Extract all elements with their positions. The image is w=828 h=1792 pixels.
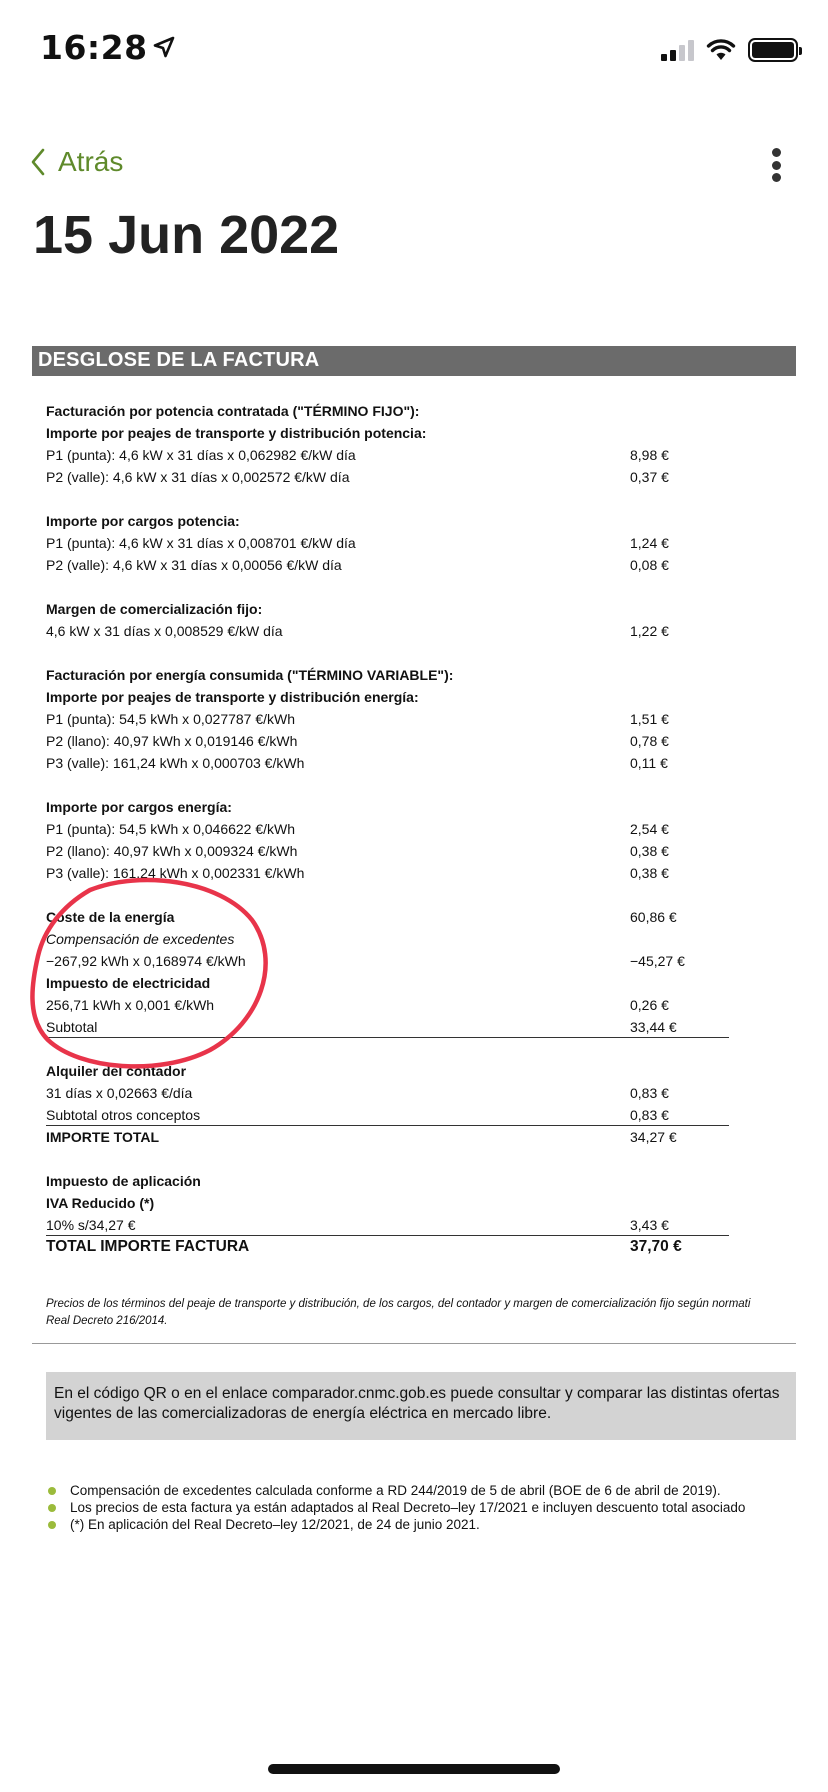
invoice-row: Facturación por energía consumida ("TÉRMINO VARIABLE"): (46, 667, 454, 683)
invoice-row: Importe por peajes de transporte y distribución energía: (46, 689, 419, 705)
cnmc-info-box: En el código QR o en el enlace comparador.cnmc.gob.es puede consultar y comparar las distintas ofertas vigentes de las comercializadoras de energía eléctrica en mercado libre. (46, 1372, 796, 1440)
invoice-row: Facturación por potencia contratada ("TÉRMINO FIJO"): (46, 403, 420, 419)
invoice-row: 31 días x 0,02663 €/día 0,83 € (46, 1085, 669, 1101)
invoice-row: P1 (punta): 4,6 kW x 31 días x 0,008701 €/kW día 1,24 € (46, 535, 669, 551)
invoice-row: P3 (valle): 161,24 kWh x 0,000703 €/kWh 0,11 € (46, 755, 668, 771)
invoice-breakdown-header: DESGLOSE DE LA FACTURA (32, 346, 796, 376)
invoice-row: 10% s/34,27 € 3,43 € (46, 1214, 786, 1236)
invoice-row: 256,71 kWh x 0,001 €/kWh 0,26 € (46, 997, 669, 1013)
note-item: Compensación de excedentes calculada conforme a RD 244/2019 de 5 de abril (BOE de 6 de abril de 2019). (46, 1482, 826, 1499)
invoice-row: Importe por cargos energía: (46, 799, 232, 815)
invoice-row: Impuesto de aplicación (46, 1173, 201, 1189)
invoice-subtotal-row: Subtotal 33,44 € (46, 1016, 786, 1038)
invoice-row: P2 (llano): 40,97 kWh x 0,009324 €/kWh 0,38 € (46, 843, 669, 859)
invoice-row: P2 (valle): 4,6 kW x 31 días x 0,002572 €/kW día 0,37 € (46, 469, 669, 485)
back-label: Atrás (58, 146, 124, 177)
invoice-breakdown (46, 400, 786, 1258)
page-title: 15 Jun 2022 (33, 205, 340, 265)
invoice-row: −267,92 kWh x 0,168974 €/kWh −45,27 € (46, 953, 685, 969)
note-item: Los precios de esta factura ya están adaptados al Real Decreto–ley 17/2021 e incluyen descuento total asociado (46, 1499, 826, 1516)
invoice-row: P2 (valle): 4,6 kW x 31 días x 0,00056 €/kW día 0,08 € (46, 557, 669, 573)
location-arrow-icon (152, 28, 176, 67)
back-button[interactable] (30, 146, 123, 178)
invoice-row: P1 (punta): 54,5 kWh x 0,046622 €/kWh 2,54 € (46, 821, 669, 837)
invoice-subtotal-row: Subtotal otros conceptos 0,83 € (46, 1104, 786, 1126)
footnote-line: Real Decreto 216/2014. (46, 1315, 168, 1327)
invoice-grand-total-row: TOTAL IMPORTE FACTURA 37,70 € (46, 1238, 682, 1255)
divider (32, 1343, 796, 1344)
invoice-row: P1 (punta): 4,6 kW x 31 días x 0,062982 €/kW día 8,98 € (46, 447, 669, 463)
wifi-icon (706, 38, 736, 62)
home-indicator[interactable] (268, 1764, 560, 1774)
note-item: (*) En aplicación del Real Decreto–ley 12/2021, de 24 de junio 2021. (46, 1516, 826, 1533)
chevron-left-icon (30, 148, 46, 176)
invoice-total-row: IMPORTE TOTAL 34,27 € (46, 1129, 677, 1145)
footnote-line: Precios de los términos del peaje de transporte y distribución, de los cargos, del contador y margen de comercialización fijo según normati (46, 1298, 751, 1310)
invoice-row: Importe por peajes de transporte y distribución potencia: (46, 425, 427, 441)
battery-icon (748, 38, 798, 62)
notes-list (46, 1482, 826, 1533)
more-options-button[interactable] (772, 148, 784, 182)
tariff-footnote (46, 1296, 806, 1330)
invoice-row: IVA Reducido (*) (46, 1195, 155, 1211)
invoice-row: Margen de comercialización fijo: (46, 601, 263, 617)
invoice-row: Importe por cargos potencia: (46, 513, 240, 529)
cellular-signal-icon (661, 39, 694, 61)
invoice-row: Alquiler del contador (46, 1063, 187, 1079)
status-icons (661, 38, 798, 62)
invoice-row: Compensación de excedentes (46, 931, 235, 947)
invoice-row: P1 (punta): 54,5 kWh x 0,027787 €/kWh 1,51 € (46, 711, 669, 727)
invoice-row: Coste de la energía 60,86 € (46, 909, 677, 925)
invoice-row: 4,6 kW x 31 días x 0,008529 €/kW día 1,22 € (46, 623, 669, 639)
invoice-row: P3 (valle): 161,24 kWh x 0,002331 €/kWh 0,38 € (46, 865, 669, 881)
status-time: 16:28 (40, 28, 176, 67)
invoice-row: P2 (llano): 40,97 kWh x 0,019146 €/kWh 0,78 € (46, 733, 669, 749)
invoice-row: Impuesto de electricidad (46, 975, 211, 991)
